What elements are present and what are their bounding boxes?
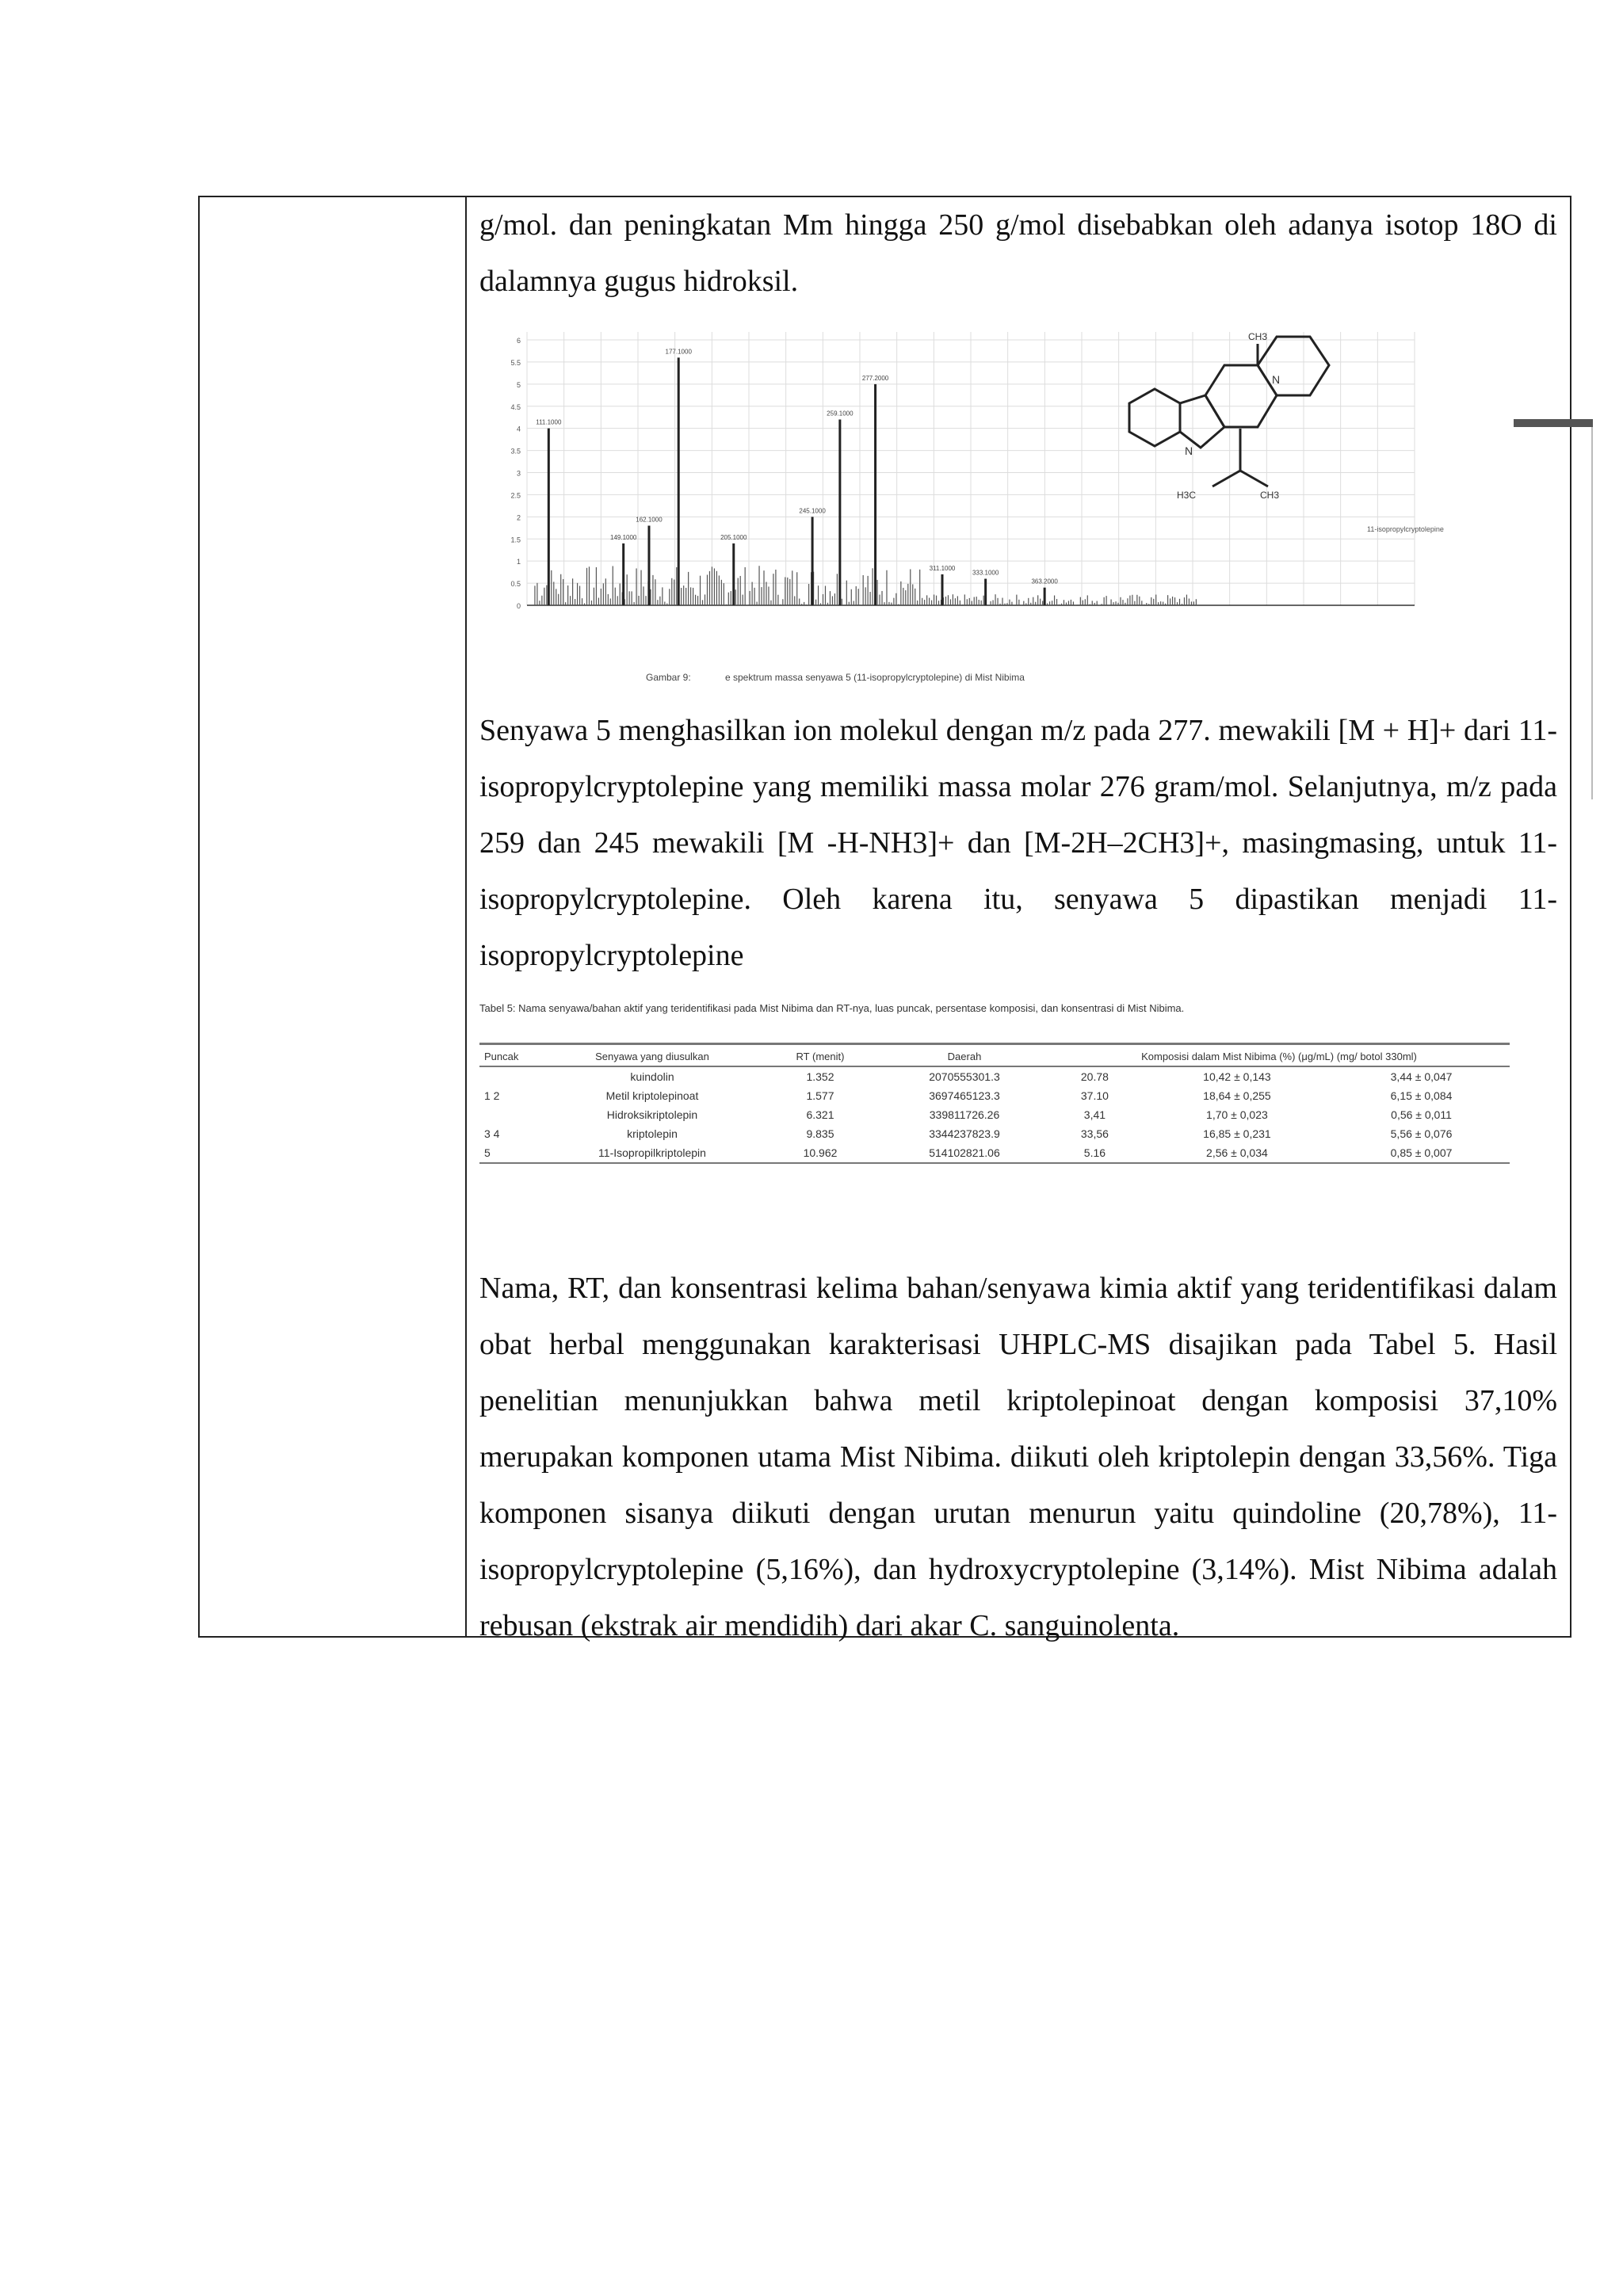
cell-ugml: 2,56 ± 0,034 bbox=[1141, 1143, 1333, 1163]
peak-label: 333.1000 bbox=[972, 569, 999, 577]
cell-peak: 3 4 bbox=[484, 1127, 500, 1140]
cell-rt: 1.577 bbox=[806, 1089, 834, 1102]
header-peak: Puncak bbox=[479, 1047, 544, 1066]
n-label-ring: N bbox=[1185, 444, 1193, 457]
legend-label: 11-isopropylcryptolepine bbox=[1367, 525, 1444, 533]
y-tick-label: 2 bbox=[516, 513, 521, 522]
peak-label: 149.1000 bbox=[610, 533, 637, 541]
cell-mg: 3,44 ± 0,047 bbox=[1390, 1070, 1453, 1083]
peak-label: 162.1000 bbox=[636, 516, 663, 524]
cell-name: kuindolin bbox=[630, 1070, 674, 1083]
y-tick-label: 6 bbox=[516, 337, 521, 345]
table-row bbox=[479, 1066, 1510, 1086]
mass-spectrum-figure bbox=[479, 308, 1557, 688]
n-label-top: N bbox=[1272, 373, 1281, 386]
cell-mg: 5,56 ± 0,076 bbox=[1390, 1127, 1453, 1140]
cell-pct: 33,56 bbox=[1080, 1127, 1109, 1140]
paragraph-3: Nama, RT, dan konsentrasi kelima bahan/senyawa kimia aktif yang teridentifikasi dalam obat herbal menggunakan karakterisasi UHPLC-MS disajikan pada Tabel 5. Hasil penelitian menunjukkan bahwa metil kriptolepinoat dengan komposisi 37,10% merupakan komponen utama Mist Nibima. diikuti oleh kriptolepin dengan 33,56%. Tiga komponen sisanya diikuti dengan urutan menurun yaitu quindoline (20,78%), 11- isopropylcryptolepine (5,16%), dan hydroxycryptolepine (3,14%). Mist Nibima adalah rebusan (ekstrak air mendidih) dari akar C. sanguinolenta. bbox=[479, 1272, 1557, 1642]
spectrum-grid bbox=[527, 332, 1415, 605]
figure-caption: e spektrum massa senyawa 5 (11-isopropylcryptolepine) di Mist Nibima bbox=[725, 672, 1025, 683]
table-caption: Tabel 5: Nama senyawa/bahan aktif yang teridentifikasi pada Mist Nibima dan RT-nya, luas puncak, persentase komposisi, dan konsentrasi di Mist Nibima. bbox=[479, 1002, 1185, 1014]
cell-peak bbox=[479, 1066, 544, 1086]
scroll-mark bbox=[1514, 419, 1593, 427]
cell-rt: 10.962 bbox=[760, 1143, 880, 1163]
header-compound: Senyawa yang diusulkan bbox=[544, 1047, 760, 1066]
cell-rt: 9.835 bbox=[806, 1127, 834, 1140]
cell-mg: 6,15 ± 0,084 bbox=[1390, 1089, 1453, 1102]
cell-pct: 37.10 bbox=[1080, 1089, 1109, 1102]
cell-ugml: 18,64 ± 0,255 bbox=[1203, 1089, 1271, 1102]
y-tick-label: 1.5 bbox=[510, 536, 521, 544]
table-row bbox=[479, 1143, 1510, 1163]
molecule-structure bbox=[1129, 337, 1329, 486]
y-tick-label: 4 bbox=[516, 425, 521, 433]
ch3-label: CH3 bbox=[1260, 490, 1280, 501]
header-composition: Komposisi dalam Mist Nibima (%) (μg/mL) (mg/ botol 330ml) bbox=[1048, 1047, 1510, 1066]
peak-label: 205.1000 bbox=[720, 533, 747, 541]
y-tick-label: 3.5 bbox=[510, 447, 521, 456]
peak-label: 277.2000 bbox=[861, 374, 889, 382]
cell-ugml: 10,42 ± 0,143 bbox=[1203, 1070, 1271, 1083]
five-ring bbox=[1180, 395, 1224, 448]
cell-name: Hidroksikriptolepin bbox=[606, 1108, 698, 1121]
cell-peak bbox=[479, 1105, 544, 1124]
paragraph-1: g/mol. dan peningkatan Mm hingga 250 g/mol disebabkan oleh adanya isotop 18O di dalamnya gugus hidroksil. bbox=[479, 208, 1557, 298]
column-divider bbox=[465, 197, 467, 1636]
cell-rt: 1.352 bbox=[806, 1070, 834, 1083]
y-tick-labels bbox=[510, 337, 521, 610]
cell-ugml: 1,70 ± 0,023 bbox=[1206, 1108, 1268, 1121]
header-area: Daerah bbox=[880, 1047, 1048, 1066]
table-row bbox=[479, 1124, 1510, 1143]
mass-spectrum-svg bbox=[479, 308, 1557, 688]
cell-pct: 3,41 bbox=[1083, 1108, 1106, 1121]
composition-table bbox=[479, 1047, 1510, 1164]
table-5-figure bbox=[479, 1001, 1557, 1247]
y-tick-label: 4.5 bbox=[510, 402, 521, 411]
cell-mg: 0,56 ± 0,011 bbox=[1391, 1108, 1452, 1121]
table-top-rule bbox=[479, 1043, 1510, 1045]
peak-label: 259.1000 bbox=[827, 410, 854, 418]
y-tick-label: 2.5 bbox=[510, 491, 521, 500]
cell-peak: 5 bbox=[479, 1143, 544, 1163]
cell-rt: 6.321 bbox=[806, 1108, 834, 1121]
benzene-ring-left bbox=[1129, 389, 1180, 446]
cell-name: kriptolepin bbox=[627, 1127, 678, 1140]
pyridine-ring bbox=[1205, 365, 1277, 427]
y-tick-label: 3 bbox=[516, 469, 521, 478]
y-tick-label: 0.5 bbox=[510, 580, 521, 589]
header-rt: RT (menit) bbox=[760, 1047, 880, 1066]
peak-label: 363.2000 bbox=[1031, 578, 1058, 585]
cell-name: Metil kriptolepinoat bbox=[605, 1089, 699, 1102]
h3c-label: H3C bbox=[1177, 490, 1197, 501]
y-tick-label: 5.5 bbox=[510, 358, 521, 367]
peak-label: 245.1000 bbox=[799, 507, 826, 515]
ch3-label-top: CH3 bbox=[1248, 331, 1268, 342]
cell-peak: 1 2 bbox=[484, 1089, 500, 1102]
table-cell-frame bbox=[198, 196, 1571, 1642]
peak-label: 177.1000 bbox=[665, 348, 692, 356]
table-row bbox=[479, 1105, 1510, 1124]
cell-pct: 5.16 bbox=[1048, 1143, 1141, 1163]
y-tick-label: 0 bbox=[516, 602, 521, 610]
peak-label: 311.1000 bbox=[929, 564, 956, 572]
cell-area: 2070555301.3 bbox=[929, 1070, 1000, 1083]
paragraph-2: Senyawa 5 menghasilkan ion molekul dengan m/z pada 277. mewakili [M + H]+ dari 11-isopropylcryptolepine yang memiliki massa molar 276 gram/mol. Selanjutnya, m/z pada 259 dan 245 mewakili [M -H-NH3]+ dan [M-2H–2CH3]+, masingmasing, untuk 11-isopropylcryptolepine. Oleh karena itu, senyawa 5 dipastikan menjadi 11-isopropylcryptolepine bbox=[479, 714, 1557, 972]
table-row bbox=[479, 1086, 1510, 1105]
cell-area: 3344237823.9 bbox=[929, 1127, 1000, 1140]
cell-ugml: 16,85 ± 0,231 bbox=[1203, 1127, 1271, 1140]
peak-label: 111.1000 bbox=[536, 418, 562, 426]
scroll-line bbox=[1591, 427, 1593, 799]
table-header-row bbox=[479, 1047, 1510, 1066]
cell-area: 339811726.26 bbox=[929, 1108, 1000, 1121]
cell-area: 3697465123.3 bbox=[929, 1089, 1000, 1102]
spectrum-peaks bbox=[536, 348, 1058, 605]
cell-pct: 20.78 bbox=[1080, 1070, 1109, 1083]
cell-mg: 0,85 ± 0,007 bbox=[1333, 1143, 1510, 1163]
spectrum-noise bbox=[535, 566, 1196, 605]
y-tick-label: 1 bbox=[516, 558, 521, 566]
benzene-ring-right bbox=[1258, 337, 1329, 395]
cell-name: 11-Isopropilkriptolepin bbox=[544, 1143, 760, 1163]
figure-caption-prefix: Gambar 9: bbox=[646, 672, 691, 683]
cell-area: 514102821.06 bbox=[880, 1143, 1048, 1163]
y-tick-label: 5 bbox=[516, 380, 521, 389]
